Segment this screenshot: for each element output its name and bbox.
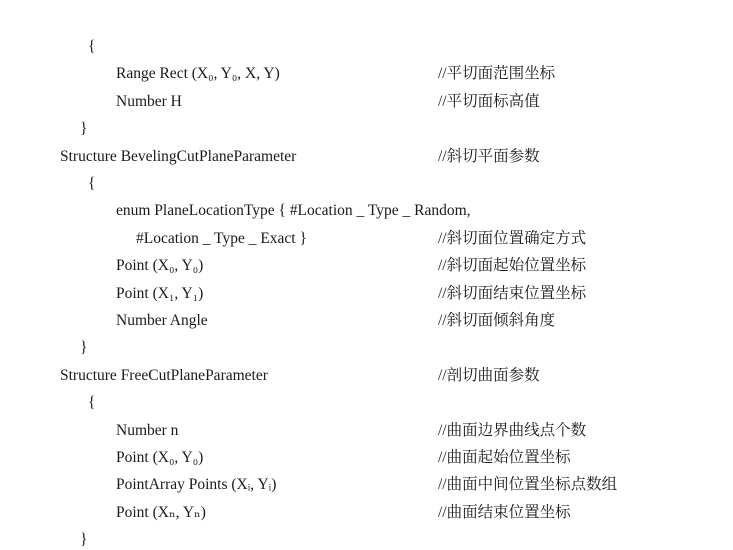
code-line: { [88,38,96,55]
code-comment: //斜切面倾斜角度 [438,312,556,329]
code-comment: //曲面中间位置坐标点数组 [438,476,618,494]
code-line: Point (X₁, Y₁) [116,284,204,302]
code-line: Number n [116,421,179,439]
code-comment: //曲面边界曲线点个数 [438,421,587,439]
code-line: Point (Xₙ, Yₙ) [116,503,206,521]
code-comment: //斜切面位置确定方式 [438,229,587,247]
code-line: Number H [116,92,182,110]
code-line: Structure BevelingCutPlaneParameter [60,147,297,165]
code-line: Structure FreeCutPlaneParameter [60,366,268,384]
code-line: } [80,120,88,138]
code-line: { [88,394,96,412]
code-line: PointArray Points (Xᵢ, Yᵢ) [116,476,277,494]
code-comment: //斜切面结束位置坐标 [438,284,587,302]
code-line: } [80,339,88,357]
code-comment: //斜切面起始位置坐标 [438,257,587,275]
code-comment: //平切面范围坐标 [438,65,556,83]
code-line: Number Angle [116,312,208,329]
code-line: Point (X₀, Y₀) [116,257,204,275]
code-line: Point (X₀, Y₀) [116,449,204,466]
code-line: #Location _ Type _ Exact } [136,229,307,247]
code-line: { [88,175,96,192]
code-comment: //斜切平面参数 [438,147,540,165]
code-comment: //剖切曲面参数 [438,366,540,384]
code-line: Range Rect (X₀, Y₀, X, Y) [116,65,280,83]
code-comment: //曲面起始位置坐标 [438,449,571,466]
code-comment: //平切面标高值 [438,92,540,110]
code-line: } [80,531,88,549]
code-comment: //曲面结束位置坐标 [438,503,571,521]
code-line: enum PlaneLocationType { #Location _ Type _ Random, [116,202,471,220]
